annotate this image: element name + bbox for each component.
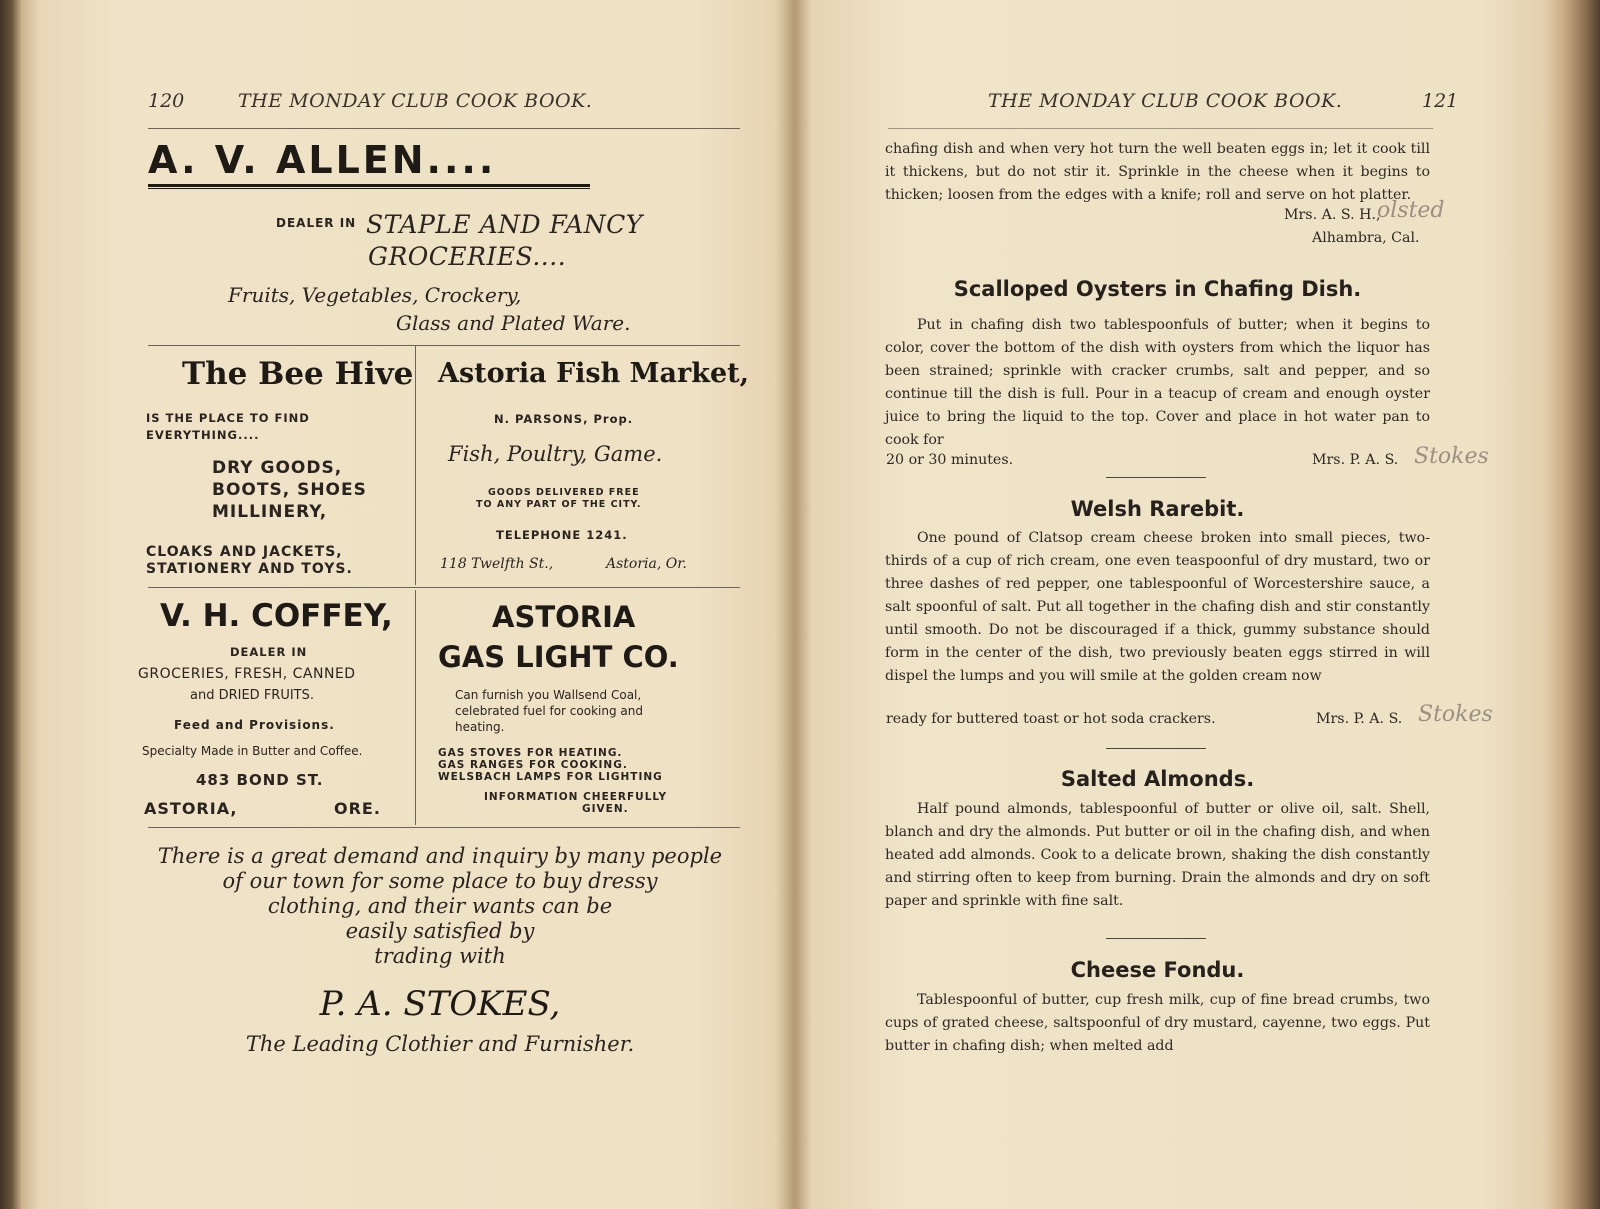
- coffey-name: V. H. COFFEY,: [160, 598, 393, 634]
- stokes-name: P. A. STOKES,: [319, 984, 561, 1024]
- page-number: 121: [1422, 90, 1459, 112]
- gas-list1: GAS STOVES FOR HEATING.: [438, 747, 623, 759]
- stokes-line1: There is a great demand and inquiry by many people: [157, 844, 723, 868]
- oysters-signature: Mrs. P. A. S.: [1312, 452, 1399, 468]
- ad-divider-2: [148, 587, 740, 588]
- beehive-tag1: IS THE PLACE TO FIND: [146, 411, 310, 425]
- gas-list3: WELSBACH LAMPS FOR LIGHTING: [438, 771, 663, 783]
- gas-list2: GAS RANGES FOR COOKING.: [438, 759, 628, 771]
- gas-desc1: Can furnish you Wallsend Coal,: [455, 688, 642, 702]
- almonds-title: Salted Almonds.: [1060, 767, 1255, 791]
- beehive-goods5: STATIONERY AND TOYS.: [146, 561, 353, 577]
- fishmarket-city: Astoria, Or.: [606, 556, 687, 572]
- separator-rule-3: [1106, 938, 1206, 939]
- beehive-name: The Bee Hive: [182, 356, 414, 392]
- beehive-tag2: EVERYTHING....: [146, 428, 260, 442]
- almonds-text: Half pound almonds, tablespoonful of butter or olive oil, salt. Shell, blanch and dry the almonds. Put butter or oil in the chafing dish, and when heated add almonds. Cook to a delicate brown, shaking the dish constantly and stirring often to keep from burning. Drain the almonds and dry on soft paper and sprinkle with fine salt.: [885, 801, 1430, 909]
- stokes-line4: easily satisfied by: [345, 919, 535, 943]
- stokes-line2: of our town for some place to buy dressy: [222, 869, 658, 893]
- stokes-line5: trading with: [374, 944, 506, 968]
- separator-rule-1: [1106, 477, 1206, 478]
- coffey-goods2: and DRIED FRUITS.: [190, 688, 315, 703]
- header-rule: [888, 128, 1433, 129]
- continued-handwriting: olsted: [1377, 198, 1445, 223]
- oysters-title: Scalloped Oysters in Chafing Dish.: [953, 277, 1362, 301]
- separator-rule-2: [1106, 748, 1206, 749]
- gas-name2: GAS LIGHT CO.: [438, 640, 679, 674]
- oysters-handwriting: Stokes: [1414, 444, 1489, 469]
- beehive-goods3: MILLINERY,: [212, 502, 328, 522]
- allen-underline: [148, 184, 590, 187]
- allen-line3: Fruits, Vegetables, Crockery,: [228, 283, 522, 307]
- page-number: 120: [148, 90, 185, 112]
- gas-info1: INFORMATION CHEERFULLY: [484, 791, 668, 803]
- rarebit-last-line: ready for buttered toast or hot soda crackers.: [886, 711, 1216, 727]
- continued-recipe-text: chafing dish and when very hot turn the well beaten eggs in; let it cook till it thickens, but do not stir it. Sprinkle in the cheese when it begins to thicken; loosen from the edges with a knife; roll and serve on hot platter.: [885, 141, 1430, 203]
- fishmarket-delivery1: GOODS DELIVERED FREE: [488, 487, 640, 498]
- stokes-line3: clothing, and their wants can be: [267, 894, 613, 918]
- fishmarket-goods: Fish, Poultry, Game.: [448, 442, 663, 466]
- gas-desc2: celebrated fuel for cooking and: [455, 704, 643, 718]
- rarebit-title: Welsh Rarebit.: [1070, 497, 1245, 521]
- fondu-text: Tablespoonful of butter, cup fresh milk, cup of fine bread crumbs, two cups of grated cheese, saltspoonful of dry mustard, cayenne, two eggs. Put butter in chafing dish; when melted add: [885, 992, 1430, 1054]
- fishmarket-delivery2: TO ANY PART OF THE CITY.: [476, 499, 642, 510]
- gas-info2: GIVEN.: [582, 803, 629, 815]
- gas-desc3: heating.: [455, 720, 505, 734]
- right-page: [810, 0, 1570, 1209]
- continued-signature: Mrs. A. S. H.,: [1284, 207, 1381, 223]
- fishmarket-telephone: TELEPHONE 1241.: [496, 528, 628, 542]
- gas-name1: ASTORIA: [492, 600, 636, 634]
- coffey-address: 483 BOND ST.: [196, 771, 324, 789]
- header-rule: [148, 128, 740, 129]
- coffey-specialty: Specialty Made in Butter and Coffee.: [142, 744, 363, 758]
- coffey-state: ORE.: [334, 799, 381, 818]
- beehive-goods1: DRY GOODS,: [212, 458, 343, 478]
- left-page: [40, 0, 795, 1209]
- rarebit-text: One pound of Clatsop cream cheese broken into small pieces, two-thirds of a cup of rich cream, one even teaspoonful of dry mustard, two or three dashes of red pepper, one tablespoonful of Worcestershire sauce, a salt spoonful of salt. Put all together in the chafing dish and stir constantly until smooth. Do not be discouraged if a thick, gummy substance should form in the center of the dish, two previously beaten eggs stirred in will dispel the lumps and you will smile at the golden cream now: [885, 530, 1430, 684]
- allen-goods-line2: GROCERIES....: [368, 242, 567, 271]
- ad-divider-3: [148, 827, 740, 828]
- running-head: THE MONDAY CLUB COOK BOOK.: [238, 90, 593, 112]
- allen-name: A. V. ALLEN....: [148, 138, 497, 182]
- ad-vertical-divider-1: [415, 345, 416, 585]
- ad-vertical-divider-2: [415, 590, 416, 825]
- coffey-city: ASTORIA,: [144, 799, 238, 818]
- running-head: THE MONDAY CLUB COOK BOOK.: [988, 90, 1343, 112]
- coffey-feed: Feed and Provisions.: [174, 718, 335, 732]
- fondu-title: Cheese Fondu.: [1070, 958, 1245, 982]
- allen-underline-thin: [148, 188, 590, 189]
- fishmarket-prop: N. PARSONS, Prop.: [494, 412, 634, 426]
- beehive-goods2: BOOTS, SHOES: [212, 480, 367, 500]
- stokes-tagline: The Leading Clothier and Furnisher.: [245, 1032, 635, 1056]
- beehive-goods4: CLOAKS AND JACKETS,: [146, 544, 343, 560]
- allen-dealer-in: DEALER IN: [276, 216, 357, 230]
- continued-location: Alhambra, Cal.: [1312, 230, 1420, 246]
- coffey-dealer-in: DEALER IN: [230, 645, 308, 659]
- allen-goods-line1: STAPLE AND FANCY: [366, 210, 643, 239]
- rarebit-handwriting: Stokes: [1418, 702, 1493, 727]
- coffey-goods1: GROCERIES, FRESH, CANNED: [138, 666, 356, 682]
- fishmarket-address: 118 Twelfth St.,: [440, 556, 554, 572]
- rarebit-signature: Mrs. P. A. S.: [1316, 711, 1403, 727]
- allen-line4: Glass and Plated Ware.: [396, 311, 631, 335]
- oysters-last-line: 20 or 30 minutes.: [886, 452, 1014, 468]
- fishmarket-name: Astoria Fish Market,: [438, 358, 750, 389]
- ad-divider-1: [148, 345, 740, 346]
- oysters-text: Put in chafing dish two tablespoonfuls of butter; when it begins to color, cover the bottom of the dish with oysters from which the liquor has been strained; sprinkle with cracker crumbs, salt and pepper, and so continue till the dish is full. Pour in a teacup of cream and enough oyster juice to bring the liquid to the top. Cover and place in hot water pan to cook for: [885, 317, 1430, 448]
